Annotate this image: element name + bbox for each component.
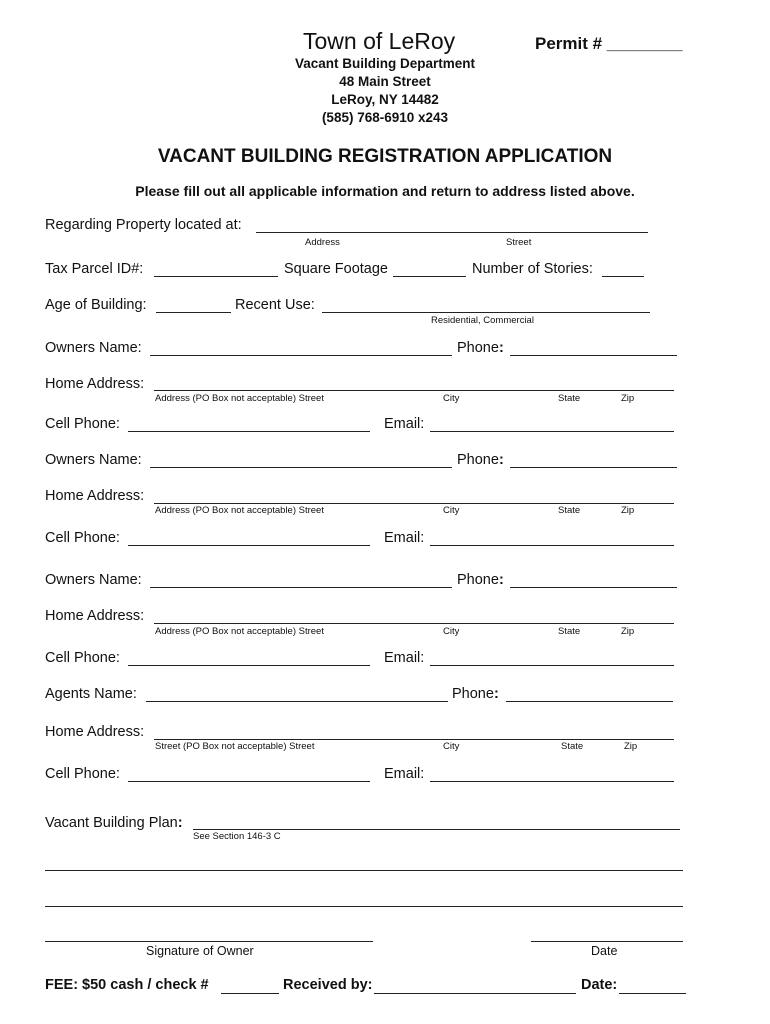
owner3-city-sublabel: City: [443, 626, 460, 637]
square-footage-field[interactable]: [393, 276, 466, 277]
agent-home-address-field[interactable]: [154, 739, 674, 740]
owner2-cell-label: Cell Phone:: [45, 530, 120, 546]
owner1-name-label: Owners Name:: [45, 340, 142, 356]
signature-date-label: Date: [591, 944, 618, 958]
signature-label: Signature of Owner: [146, 944, 254, 958]
owner2-state-sublabel: State: [558, 505, 581, 516]
form-title: VACANT BUILDING REGISTRATION APPLICATION: [157, 146, 613, 167]
owner2-name-label: Owners Name:: [45, 452, 142, 468]
plan-field-line-2[interactable]: [45, 870, 683, 871]
owner1-email-field[interactable]: [430, 431, 674, 432]
recent-use-sublabel: Residential, Commercial: [431, 315, 534, 326]
owner1-home-address-label: Home Address:: [45, 376, 145, 392]
owner1-cell-field[interactable]: [128, 431, 370, 432]
check-number-field[interactable]: [221, 993, 279, 994]
age-label: Age of Building:: [45, 297, 147, 313]
fee-label: FEE: $50 cash / check #: [45, 977, 209, 993]
signature-field[interactable]: [45, 941, 373, 942]
owner1-zip-sublabel: Zip: [621, 393, 635, 404]
stories-label: Number of Stories:: [472, 261, 593, 277]
owner1-address-sublabel: Address (PO Box not acceptable) Street: [155, 393, 324, 404]
stories-field[interactable]: [602, 276, 644, 277]
agent-cell-field[interactable]: [128, 781, 370, 782]
age-field[interactable]: [156, 312, 231, 313]
received-by-field[interactable]: [374, 993, 576, 994]
owner2-phone-label: Phone:: [457, 452, 504, 468]
owner2-cell-field[interactable]: [128, 545, 370, 546]
owner3-cell-label: Cell Phone:: [45, 650, 120, 666]
agent-cell-label: Cell Phone:: [45, 766, 120, 782]
recent-use-field[interactable]: [322, 312, 650, 313]
owner3-home-address-label: Home Address:: [45, 608, 145, 624]
owner3-home-address-field[interactable]: [154, 623, 674, 624]
town-title: Town of LeRoy: [303, 28, 456, 54]
owner1-home-address-field[interactable]: [154, 390, 674, 391]
department-street: 48 Main Street: [339, 74, 431, 89]
property-address-sublabel: Address: [305, 237, 340, 248]
owner2-city-sublabel: City: [443, 505, 460, 516]
agent-name-label: Agents Name:: [45, 686, 137, 702]
owner3-zip-sublabel: Zip: [621, 626, 635, 637]
owner1-phone-label: Phone:: [457, 340, 504, 356]
agent-email-field[interactable]: [430, 781, 674, 782]
fee-date-label: Date:: [581, 977, 618, 993]
plan-field-line-3[interactable]: [45, 906, 683, 907]
plan-field-line-1[interactable]: [193, 829, 680, 830]
plan-sublabel: See Section 146-3 C: [193, 831, 281, 842]
owner3-cell-field[interactable]: [128, 665, 370, 666]
permit-number-label: Permit # ________: [535, 34, 683, 53]
owner2-zip-sublabel: Zip: [621, 505, 635, 516]
department-city-state: LeRoy, NY 14482: [331, 92, 439, 107]
owner2-email-field[interactable]: [430, 545, 674, 546]
owner1-city-sublabel: City: [443, 393, 460, 404]
tax-parcel-label: Tax Parcel ID#:: [45, 261, 144, 277]
plan-label: Vacant Building Plan:: [45, 815, 183, 831]
owner3-address-sublabel: Address (PO Box not acceptable) Street: [155, 626, 324, 637]
owner1-phone-field[interactable]: [510, 355, 677, 356]
owner2-home-address-field[interactable]: [154, 503, 674, 504]
property-street-sublabel: Street: [506, 237, 532, 248]
recent-use-label: Recent Use:: [235, 297, 315, 313]
owner2-address-sublabel: Address (PO Box not acceptable) Street: [155, 505, 324, 516]
agent-state-sublabel: State: [561, 741, 584, 752]
signature-date-field[interactable]: [531, 941, 683, 942]
agent-zip-sublabel: Zip: [624, 741, 638, 752]
owner3-email-label: Email:: [384, 650, 425, 666]
agent-phone-label: Phone:: [452, 686, 499, 702]
owner1-name-field[interactable]: [150, 355, 452, 356]
owner3-phone-label: Phone:: [457, 572, 504, 588]
owner2-phone-field[interactable]: [510, 467, 677, 468]
agent-address-sublabel: Street (PO Box not acceptable) Street: [155, 741, 315, 752]
owner3-email-field[interactable]: [430, 665, 674, 666]
instructions: Please fill out all applicable information and return to address listed above.: [135, 183, 635, 199]
agent-email-label: Email:: [384, 766, 425, 782]
property-address-field[interactable]: [256, 232, 648, 233]
received-by-label: Received by:: [283, 977, 373, 993]
owner3-state-sublabel: State: [558, 626, 581, 637]
fee-date-field[interactable]: [619, 993, 686, 994]
owner1-cell-label: Cell Phone:: [45, 416, 120, 432]
agent-city-sublabel: City: [443, 741, 460, 752]
owner2-email-label: Email:: [384, 530, 425, 546]
owner1-state-sublabel: State: [558, 393, 581, 404]
owner3-name-label: Owners Name:: [45, 572, 142, 588]
owner3-name-field[interactable]: [150, 587, 452, 588]
owner2-home-address-label: Home Address:: [45, 488, 145, 504]
square-footage-label: Square Footage: [284, 261, 388, 277]
agent-home-address-label: Home Address:: [45, 724, 145, 740]
tax-parcel-field[interactable]: [154, 276, 278, 277]
owner3-phone-field[interactable]: [510, 587, 677, 588]
agent-phone-field[interactable]: [506, 701, 673, 702]
property-label: Regarding Property located at:: [45, 217, 242, 233]
agent-name-field[interactable]: [146, 701, 448, 702]
owner2-name-field[interactable]: [150, 467, 452, 468]
department-phone: (585) 768-6910 x243: [321, 110, 449, 125]
department-name: Vacant Building Department: [294, 56, 476, 71]
owner1-email-label: Email:: [384, 416, 425, 432]
